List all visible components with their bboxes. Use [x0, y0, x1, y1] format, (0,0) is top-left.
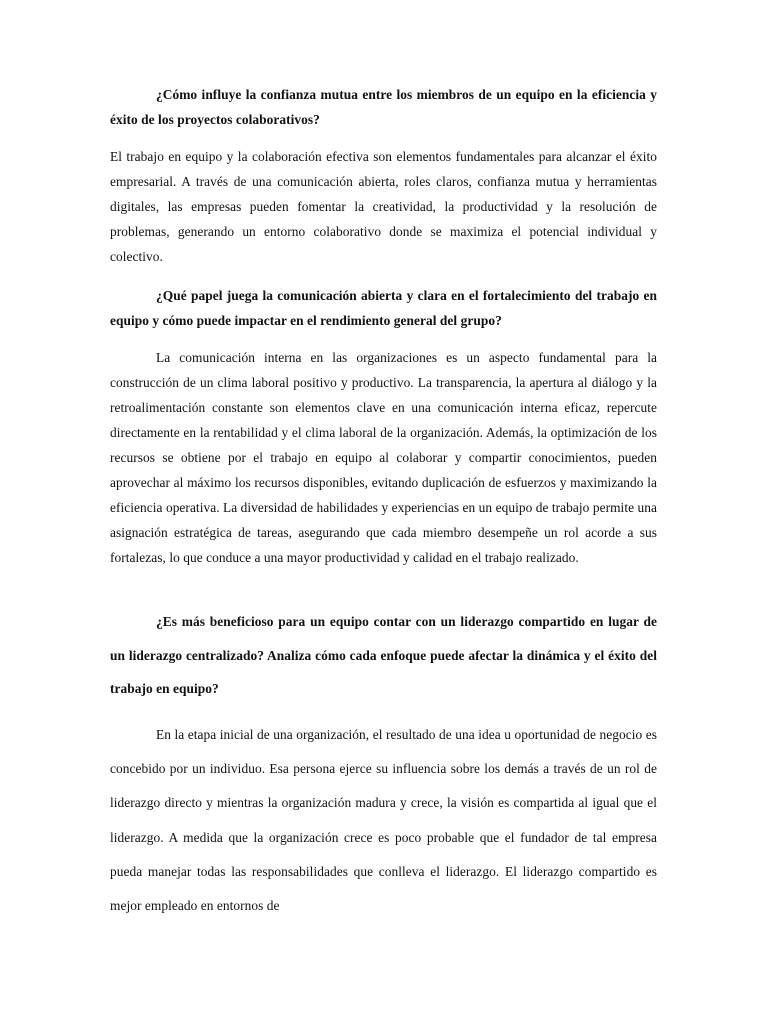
question-2-heading: ¿Qué papel juega la comunicación abierta y clara en el fortalecimiento del trabajo en equipo y cómo puede impactar en el rendimiento general del grupo?: [110, 288, 657, 328]
question-1-heading: ¿Cómo influye la confianza mutua entre los miembros de un equipo en la eficiencia y éxito de los proyectos colaborativos?: [110, 87, 657, 127]
question-3-heading: ¿Es más beneficioso para un equipo contar con un liderazgo compartido en lugar de un liderazgo centralizado? Analiza cómo cada enfoque puede afectar la dinámica y el éxito del trabajo en equipo?: [110, 614, 657, 696]
paragraph-2: La comunicación interna en las organizaciones es un aspecto fundamental para la construcción de un clima laboral positivo y productivo. La transparencia, la apertura al diálogo y la retroalimentación constante son elementos clave en una comunicación interna eficaz, repercute directamente en la rentabilidad y el clima laboral de la organización. Además, la optimización de los recursos se obtiene por el trabajo en equipo al colaborar y compartir conocimientos, pueden aprovechar al máximo los recursos disponibles, evitando duplicación de esfuerzos y maximizando la eficiencia operativa. La diversidad de habilidades y experiencias en un equipo de trabajo permite una asignación estratégica de tareas, asegurando que cada miembro desempeñe un rol acorde a sus fortalezas, lo que conduce a una mayor productividad y calidad en el trabajo realizado.: [110, 350, 657, 565]
paragraph-3: En la etapa inicial de una organización, el resultado de una idea u oportunidad de negocio es concebido por un individuo. Esa persona ejerce su influencia sobre los demás a través de un rol de liderazgo directo y mientras la organización madura y crece, la visión es compartida al igual que el liderazgo. A medida que la organización crece es poco probable que el fundador de tal empresa pueda manejar todas las responsabilidades que conlleva el liderazgo. El liderazgo compartido es mejor empleado en entornos de: [110, 727, 657, 914]
paragraph-1: El trabajo en equipo y la colaboración efectiva son elementos fundamentales para alcanzar el éxito empresarial. A través de una comunicación abierta, roles claros, confianza mutua y herramientas digitales, las empresas pueden fomentar la creatividad, la productividad y la resolución de problemas, generando un entorno colaborativo donde se maximiza el potencial individual y colectivo.: [110, 149, 657, 264]
